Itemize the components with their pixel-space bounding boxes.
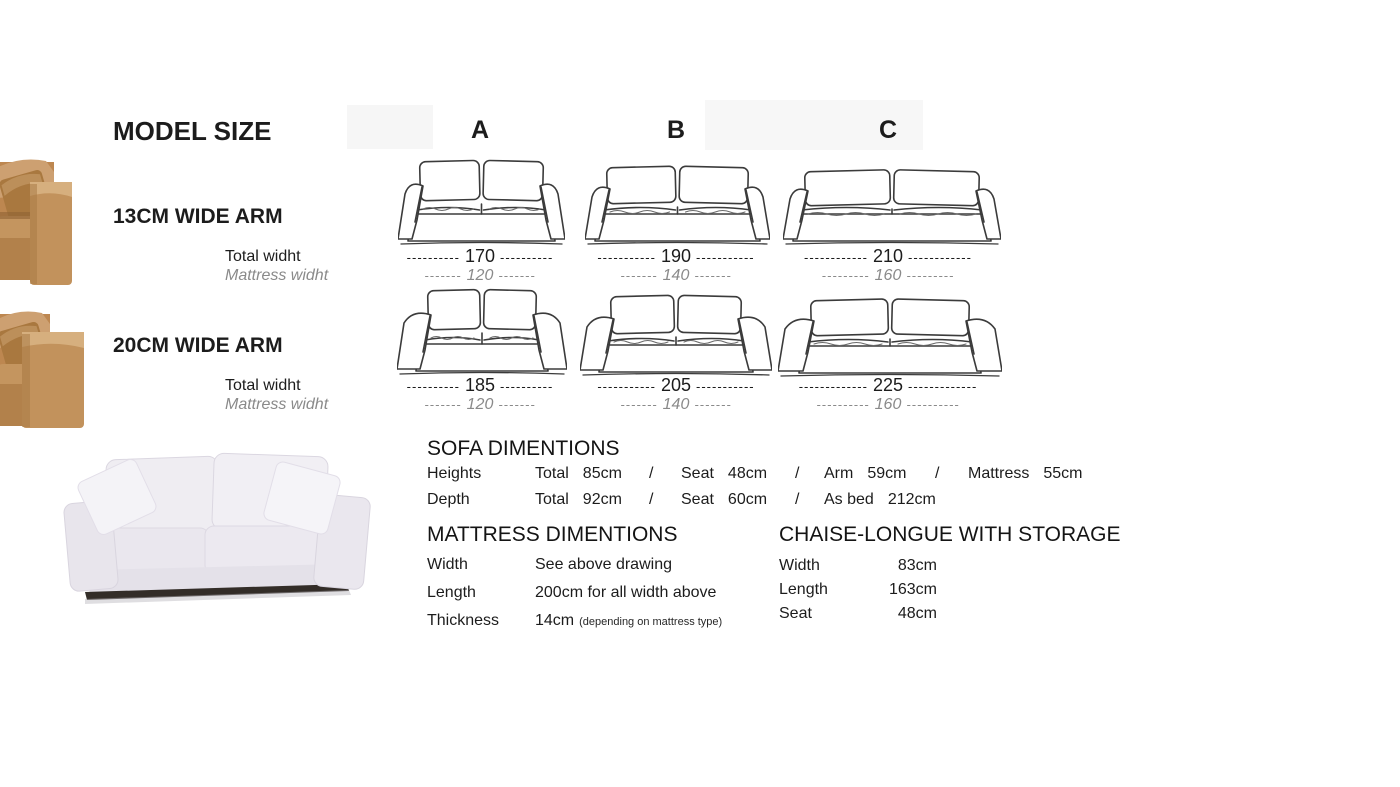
chaise-longue-section [779,523,1121,623]
total-width-value: 225 [872,375,904,395]
dim-pair [681,461,793,487]
column-header-c: C [878,116,898,144]
separator: / [795,465,800,482]
row-label: Seat [779,605,812,622]
dim-pair [681,487,793,513]
dim-value: 48cm [727,465,768,482]
column-header-b: B [666,116,686,144]
dim-pair [535,487,647,513]
total-width-value: 210 [872,246,904,266]
separator: / [649,491,654,508]
photo-arm-13cm [0,152,76,294]
page-title: MODEL SIZE [113,116,272,146]
dim-key: Mattress [968,465,1030,482]
dash-left: ------------- [798,379,868,394]
dash-right: ----------- [696,379,755,394]
total-width-value: 205 [660,375,692,395]
mattress-width-value: 160 [874,396,902,413]
dash-right: --------- [906,268,955,283]
dim-key: Total [535,465,569,482]
row-value: 14cm (depending on mattress type) [535,612,723,629]
dash-right: ------- [498,397,536,412]
dash-right: ---------- [906,397,960,412]
sofa-sketch-a-20 [397,286,567,378]
dim-key: Seat [681,465,714,482]
mattress-width-label-13: Mattress widht [225,267,329,284]
row-value: 200cm for all width above [535,584,717,601]
dash-right: ----------- [696,250,755,265]
dash-left: ------- [424,397,462,412]
dash-right: ------- [498,268,536,283]
dim-value: 59cm [867,465,907,482]
dash-left: ------------ [804,250,868,265]
total-width-label-20: Total widht [225,377,301,394]
arm-row-13-label: 13CM WIDE ARM [113,205,283,228]
row-value: See above drawing [535,556,672,573]
row-label: Thickness [427,612,500,629]
sofa-dimensions-title: SOFA DIMENTIONS [427,437,620,460]
dim-pair [535,461,647,487]
mattress-width-value: 140 [662,396,690,413]
mattress-dimensions-table [427,556,722,630]
total-width-label-13: Total widht [225,248,301,265]
dim-pair [824,461,933,487]
separator: / [935,465,940,482]
total-width-value: 185 [464,375,496,395]
separator: / [649,465,654,482]
mattress-width-value: 120 [466,396,494,413]
total-width-value: 170 [464,246,496,266]
dash-left: ------- [424,268,462,283]
dash-left: ------- [620,397,658,412]
dim-value: 55cm [1043,465,1083,482]
mattress-dimensions-section [427,523,722,630]
total-width-value: 190 [660,246,692,266]
row-value: 163cm [888,581,937,598]
header-band-left [347,105,433,149]
dash-left: ---------- [406,379,460,394]
total-width-c-13 [758,247,1018,267]
dash-right: ------------ [908,250,972,265]
dash-left: ---------- [406,250,460,265]
dash-left: ---------- [816,397,870,412]
dash-left: ----------- [597,250,656,265]
sofa-dimensions-row-heights [427,461,1168,487]
mattress-width-value: 140 [662,267,690,284]
row-label: Length [779,581,828,598]
chaise-longue-table [779,557,1121,623]
total-width-c-20 [758,376,1018,396]
row-value: 83cm [897,557,937,574]
dash-right: ------- [694,397,732,412]
mattress-width-label-20: Mattress widht [225,396,329,413]
mattress-width-c-13 [758,266,1018,285]
row-value: 48cm [897,605,937,622]
dim-pair [968,461,1168,487]
dash-right: ------------- [908,379,978,394]
dim-value: 92cm [582,491,622,508]
sofa-sketch-b-13 [585,163,770,248]
dim-value: 212cm [887,491,936,508]
photo-arm-20cm [0,306,86,436]
sofa-sketch-b-20 [580,292,772,379]
mattress-width-value: 120 [466,267,494,284]
sofa-dimensions-section [427,437,1168,513]
separator: / [795,491,800,508]
dash-right: ---------- [500,379,554,394]
photo-white-sofa [55,442,395,642]
dash-right: ---------- [500,250,554,265]
mattress-width-c-20 [758,395,1018,414]
dim-key: As bed [824,491,874,508]
row-label: Width [427,556,468,573]
mattress-dimensions-title: MATTRESS DIMENTIONS [427,523,678,546]
dash-left: ----------- [597,379,656,394]
dim-key: Total [535,491,569,508]
row-label: Width [779,557,820,574]
row-label: Depth [427,491,470,508]
sofa-dimensions-row-depth [427,487,1168,513]
row-label: Heights [427,465,482,482]
dash-left: ------- [620,268,658,283]
dash-left: --------- [821,268,870,283]
dim-value: 85cm [582,465,622,482]
arm-row-20-label: 20CM WIDE ARM [113,334,283,357]
sofa-sketch-c-20 [778,296,1002,380]
dash-right: ------- [694,268,732,283]
dim-key: Arm [824,465,854,482]
mattress-width-value: 160 [874,267,902,284]
row-label: Length [427,584,476,601]
column-header-a: A [470,116,490,144]
sofa-sketch-a-13 [398,157,565,248]
chaise-longue-title: CHAISE-LONGUE WITH STORAGE [779,523,1121,546]
dim-key: Seat [681,491,714,508]
sofa-sketch-c-13 [783,167,1001,248]
dim-value: 60cm [727,491,768,508]
row-note: (depending on mattress type) [579,616,723,628]
dim-pair [824,487,936,513]
